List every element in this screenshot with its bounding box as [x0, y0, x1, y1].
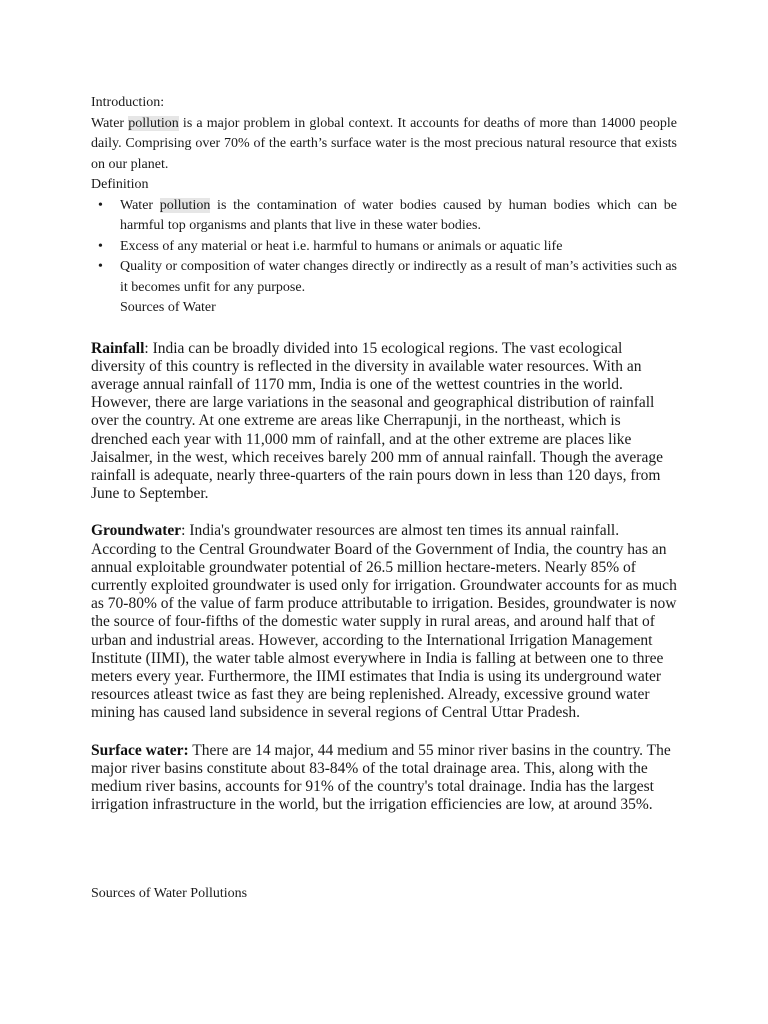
list-item [91, 196, 677, 237]
list-item-text: Excess of any material or heat i.e. harmful to humans or animals or aquatic life [120, 238, 563, 254]
groundwater-paragraph [91, 522, 677, 722]
list-item [91, 237, 677, 258]
surface-water-paragraph [91, 742, 677, 815]
rainfall-title: Rainfall [91, 339, 145, 357]
definition-heading: Definition [91, 177, 149, 192]
list-item-text-rest: is the contamination of water bodies caused by human bodies which can be harmful top organisms and plants that live in these water bodies. [120, 197, 677, 233]
bullet-icon: • [98, 197, 103, 213]
intro-heading: Introduction: [91, 95, 165, 110]
list-item [91, 257, 677, 298]
groundwater-body: : India's groundwater resources are almost ten times its annual rainfall. According to the Central Groundwater Board of the Government of India, the country has an annual exploitable groundwater potential of 26.5 million hectare-meters. Nearly 85% of currently exploited groundwater is used only for irrigation. Groundwater accounts for as much as 70-80% of the value of farm produce attributable to irrigation. Besides, groundwater is now the source of four-fifths of the domestic water supply in rural areas, and around half that of urban and industrial areas. However, according to the International Irrigation Management Institute (IIMI), the water table almost everywhere in India is falling at between one to three meters every year. Furthermore, the IIMI estimates that India is using its underground water resources atleast twice as fast they are being replenished. Already, excessive ground water mining has caused land subsidence in several regions of Central Uttar Pradesh. [91, 522, 677, 722]
intro-text-start: Water [91, 115, 129, 131]
bullet-icon: • [98, 238, 103, 254]
groundwater-title: Groundwater [91, 522, 182, 540]
highlighted-term: pollution [128, 115, 179, 131]
intro-text-rest: is a major problem in global context. It accounts for deaths of more than 14000 people daily. Comprising over 70% of the earth’s surface water is the most precious natural resource that exists on our planet. [91, 115, 677, 172]
definition-list [91, 196, 677, 299]
document-body [91, 93, 677, 814]
list-item-text: Quality or composition of water changes directly or indirectly as a result of man’s activities such as it becomes unfit for any purpose. [120, 259, 677, 295]
rainfall-body: : India can be broadly divided into 15 ecological regions. The vast ecological diversity of this country is reflected in the diversity in available water resources. With an average annual rainfall of 1170 mm, India is one of the wettest countries in the world. However, there are large variations in the seasonal and geographical distribution of rainfall over the country. At one extreme are areas like Cherrapunji, in the northeast, which is drenched each year with 11,000 mm of rainfall, and at the other extreme are places like Jaisalmer, in the west, which receives barely 200 mm of annual rainfall. Though the average rainfall is adequate, nearly three-quarters of the rain pours down in less than 120 days, from June to September. [91, 339, 663, 503]
list-item-text-start: Water [120, 197, 160, 213]
bullet-icon: • [98, 259, 103, 274]
sources-of-water-pollutions-heading: Sources of Water Pollutions [91, 886, 248, 901]
surface-water-title: Surface water: [91, 741, 189, 759]
rainfall-paragraph [91, 340, 677, 504]
intro-paragraph [91, 114, 677, 176]
highlighted-term: pollution [159, 197, 211, 213]
surface-water-body: There are 14 major, 44 medium and 55 minor river basins in the country. The major river basins constitute about 83-84% of the total drainage area. This, along with the medium river basins, accounts for 91% of the country's total drainage. India has the largest irrigation infrastructure in the world, but the irrigation efficiencies are low, at around 35%. [91, 741, 671, 814]
sources-of-water-heading: Sources of Water [120, 300, 216, 315]
